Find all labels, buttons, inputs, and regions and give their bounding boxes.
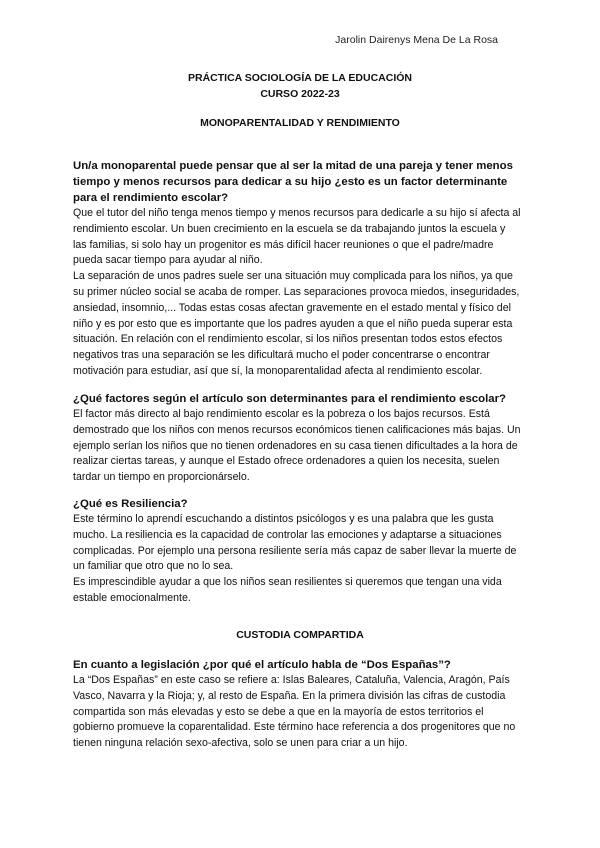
question-block-factores <box>73 391 521 486</box>
course-title: PRÁCTICA SOCIOLOGÍA DE LA EDUCACIÓN <box>187 72 412 84</box>
answer-paragraph: Es imprescindible ayudar a que los niños sean resilientes si queremos que tengan una vida estable emocionalmente. <box>73 576 502 604</box>
author-name: Jarolin Dairenys Mena De La Rosa <box>335 34 498 46</box>
section-title-custodia: CUSTODIA COMPARTIDA <box>236 629 364 641</box>
document-header <box>0 70 600 102</box>
question-block-monoparental <box>73 158 521 380</box>
section-title-monoparentalidad: MONOPARENTALIDAD Y RENDIMIENTO <box>200 117 400 129</box>
question-heading: Un/a monoparental puede pensar que al ser la mitad de una pareja y tener menos tiempo y menos recursos para dedicar a su hijo ¿esto es un factor determinante para el rendimiento escolar? <box>73 160 513 204</box>
question-heading: En cuanto a legislación ¿por qué el artículo habla de “Dos Españas”? <box>73 659 451 671</box>
answer-paragraph: El factor más directo al bajo rendimiento escolar es la pobreza o los bajos recursos. Está demostrado que los niños con menos recursos económicos tienen calificaciones más bajas. Un ejemplo serían los niños que no tienen ordenadores en su casa tienen dificultades a la hora de realizar ciertas tareas, y aunque el Estado ofrece ordenadores a quien los necesita, suelen tardar un tiempo en proporcionárselo. <box>73 408 521 484</box>
question-heading: ¿Qué factores según el artículo son determinantes para el rendimiento escolar? <box>73 393 506 405</box>
question-block-dos-espanas <box>73 657 521 752</box>
question-heading: ¿Qué es Resiliencia? <box>73 498 188 510</box>
answer-paragraph: Que el tutor del niño tenga menos tiempo y menos recursos para dedicarle a su hijo sí afecta al rendimiento escolar. Un buen crecimiento en la escuela se da trabajando juntos la escuela y las familias, si solo hay un progenitor es más difícil hacer reuniones o que el padre/madre pueda sacar tiempo para ayudar al niño. <box>73 207 521 267</box>
question-block-resiliencia <box>73 496 521 607</box>
answer-paragraph: Este término lo aprendí escuchando a distintos psicólogos y es una palabra que les gusta mucho. La resiliencia es la capacidad de controlar las emociones y adaptarse a situaciones complicadas. Por ejemplo una persona resiliente sería más capaz de saber llevar la muerte de un familiar que otro que no lo sea. <box>73 513 517 573</box>
answer-paragraph: La separación de unos padres suele ser una situación muy complicada para los niños, ya que su primer núcleo social se acaba de romper. Las separaciones provoca miedos, inseguridades, ansiedad, insomnio,... Todas estas cosas afectan gravemente en el estado mental y físico del niño y es por esto que es importante que los padres ayuden a que el niño pueda superar esta situación. En relación con el rendimiento escolar, si los niños presentan todos estos efectos negativos tras una separación se les dificultará mucho el poder concentrarse o encontrar motivación para estudiar, así que sí, la monoparentalidad afecta al rendimiento escolar. <box>73 270 520 377</box>
answer-paragraph: La “Dos Españas” en este caso se refiere a: Islas Baleares, Cataluña, Valencia, Aragón, País Vasco, Navarra y la Rioja; y, al resto de España. En la primera división las cifras de custodia compartida son más elevadas y esto se debe a que en la mayoría de estos territorios el gobierno promueve la coparentalidad. Este término hace referencia a dos progenitores que no tienen ninguna relación sexo-afectiva, solo se unen para criar a un hijo. <box>73 674 516 750</box>
course-year: CURSO 2022-23 <box>260 88 340 100</box>
